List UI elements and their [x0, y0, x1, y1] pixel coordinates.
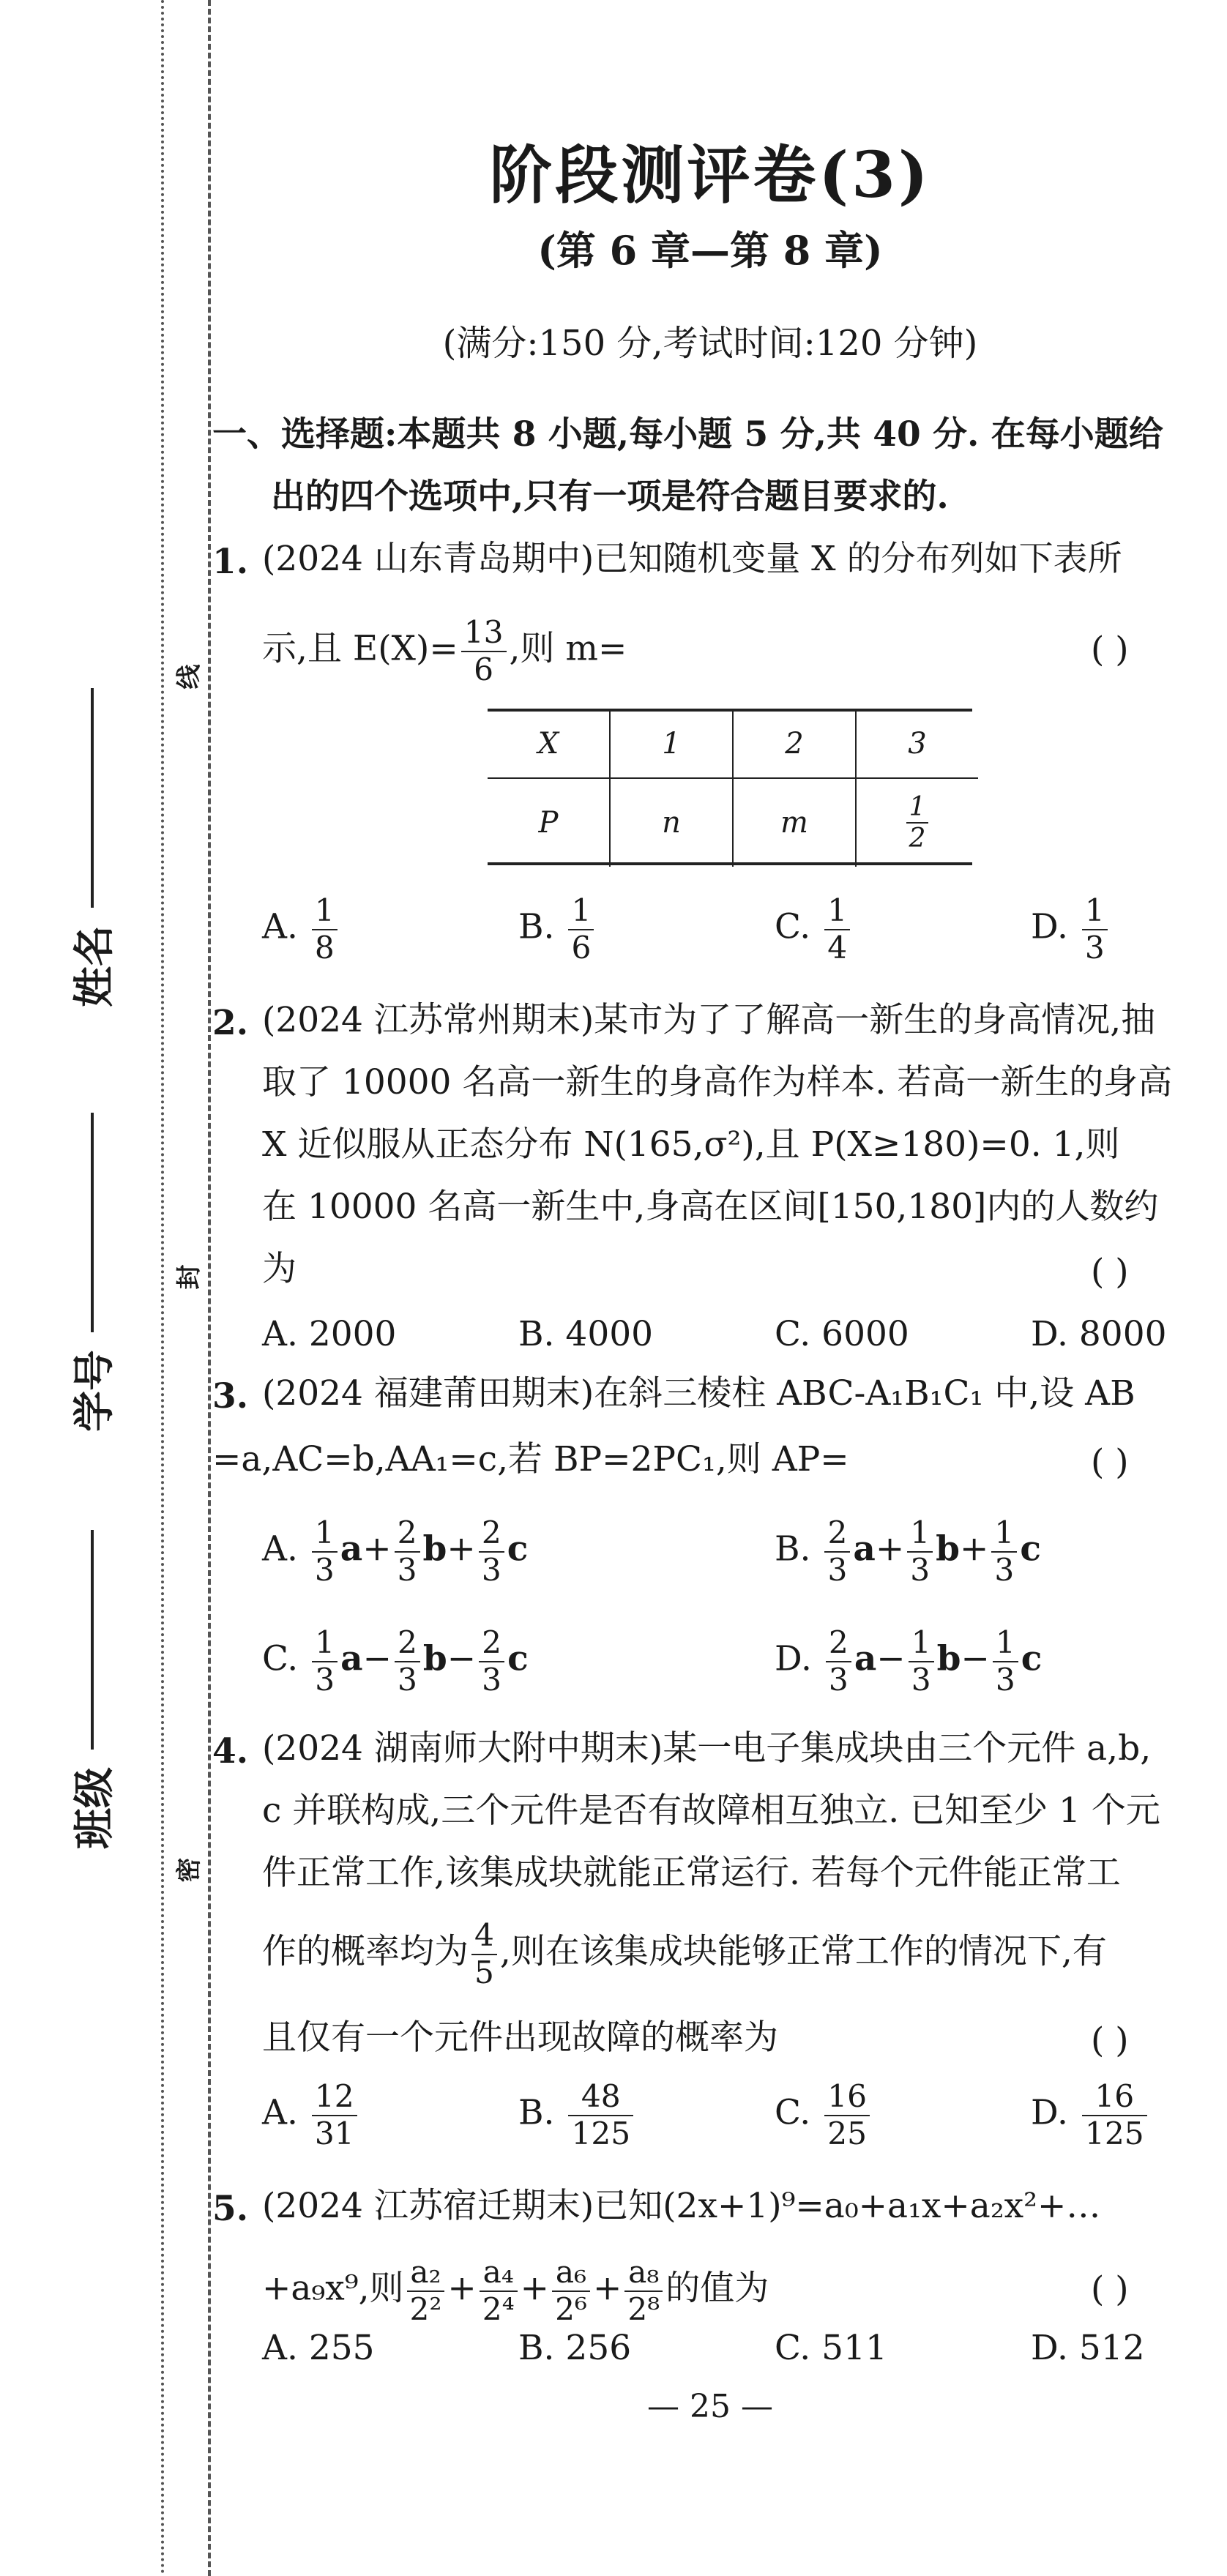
q2-line1: (2024 江苏常州期末)某市为了了解高一新生的身高情况,抽: [262, 1000, 1156, 1040]
q2-option-a: A. 2000: [262, 1314, 397, 1354]
section-heading-line2: 出的四个选项中,只有一项是符合题目要求的.: [271, 477, 949, 517]
q4-option-a: A. $\frac{12}{31}$: [262, 2079, 360, 2151]
table-bottom-rule: [488, 862, 972, 865]
q1-number: 1.: [212, 542, 249, 582]
q3-line1: (2024 福建莆田期末)在斜三棱柱 ABC-A₁B₁C₁ 中,设 AB: [262, 1373, 1135, 1414]
q5-answer-paren: ( ): [1091, 2269, 1129, 2310]
page-title: 阶段测评卷(3): [489, 138, 931, 212]
q5-line1: (2024 江苏宿迁期末)已知(2x+1)⁹=a₀+a₁x+a₂x²+…: [262, 2186, 1101, 2226]
q2-line2: 取了 10000 名高一新生的身高作为样本. 若高一新生的身高: [262, 1062, 1173, 1102]
exam-info: (满分:150 分,考试时间:120 分钟): [442, 323, 978, 364]
q3-line2: =a,AC=b,AA₁=c,若 BP=2PC₁,则 AP=: [212, 1439, 849, 1479]
q2-option-d: D. 8000: [1031, 1314, 1167, 1354]
q3-option-d: D. $\frac{2}{3}$ a− $\frac{1}{3}$ b− $\frac{1}{3}$ c: [775, 1624, 1043, 1698]
q2-option-b: B. 4000: [518, 1314, 654, 1354]
q4-option-d: D. $\frac{16}{125}$: [1031, 2079, 1150, 2151]
q2-option-c: C. 6000: [775, 1314, 909, 1354]
q5-option-c: C. 511: [775, 2328, 887, 2368]
binding-char-feng: 封: [174, 1264, 204, 1290]
q5-option-b: B. 256: [518, 2328, 632, 2368]
q1-option-c: C. $\frac{1}{4}$: [775, 893, 853, 966]
name-label: 姓名: [70, 925, 119, 1007]
section-heading-line1: 一、选择题:本题共 8 小题,每小题 5 分,共 40 分. 在每小题给: [212, 414, 1163, 455]
q2-line3: X 近似服从正态分布 N(165,σ²),且 P(X≥180)=0. 1,则: [262, 1124, 1120, 1165]
class-label: 班级: [70, 1767, 119, 1849]
table-header-2: 2: [733, 710, 856, 778]
q4-option-c: C. $\frac{16}{25}$: [775, 2079, 873, 2151]
q4-answer-paren: ( ): [1091, 2020, 1129, 2061]
q1-line2: 示,且 E(X)= $\frac{13}{6}$ ,则 m=: [262, 614, 627, 687]
table-header-3: 3: [856, 710, 978, 778]
q5-line2: +a₉x⁹,则 $\frac{\text{a₂}}{\text{2²}}$ + $\frac{\text{a₄}}{\text{2⁴}}$ + $\frac{\text{a₆}}{\text{2⁶}}$ + $\frac{\text{a₈}}{\text{2⁸}}$ 的值为: [262, 2254, 769, 2327]
q3-answer-paren: ( ): [1091, 1442, 1129, 1482]
table-cell-half: $\frac{1}{2}$: [856, 778, 978, 867]
q4-number: 4.: [212, 1731, 249, 1772]
binding-char-mi: 密: [174, 1857, 204, 1883]
q3-option-b: B. $\frac{2}{3}$ a+ $\frac{1}{3}$ b+ $\frac{1}{3}$ c: [775, 1515, 1041, 1588]
q1-option-b: B. $\frac{1}{6}$: [518, 893, 597, 966]
q3-option-a: A. $\frac{1}{3}$ a+ $\frac{2}{3}$ b+ $\frac{2}{3}$ c: [262, 1515, 529, 1588]
table-cell-p: P: [538, 806, 559, 840]
q1-option-a: A. $\frac{1}{8}$: [262, 893, 340, 966]
q5-option-a: A. 255: [262, 2328, 375, 2368]
q2-line5: 为: [262, 1249, 297, 1289]
q5-number: 5.: [212, 2189, 249, 2229]
q1-answer-paren: ( ): [1091, 630, 1129, 670]
q3-option-c: C. $\frac{1}{3}$ a− $\frac{2}{3}$ b− $\frac{2}{3}$ c: [262, 1624, 529, 1698]
q3-number: 3.: [212, 1376, 249, 1416]
q4-line3: 件正常工作,该集成块就能正常运行. 若每个元件能正常工: [262, 1853, 1121, 1893]
table-cell-n: n: [610, 778, 733, 867]
table-cell-m: m: [733, 778, 856, 867]
q1-line1: (2024 山东青岛期中)已知随机变量 X 的分布列如下表所: [262, 539, 1122, 579]
page-subtitle: (第 6 章—第 8 章): [537, 227, 883, 274]
q4-line2: c 并联构成,三个元件是否有故障相互独立. 已知至少 1 个元: [262, 1791, 1160, 1831]
distribution-table: [488, 710, 978, 867]
q2-line4: 在 10000 名高一新生中,身高在区间[150,180]内的人数约: [262, 1187, 1159, 1227]
q1-option-d: D. $\frac{1}{3}$: [1031, 893, 1111, 966]
page-number: — 25 —: [647, 2388, 773, 2425]
q4-option-b: B. $\frac{48}{125}$: [518, 2079, 636, 2151]
q2-answer-paren: ( ): [1091, 1252, 1129, 1292]
class-field-line: [91, 1530, 94, 1750]
q2-number: 2.: [212, 1003, 249, 1043]
student-id-field-line: [91, 1113, 94, 1332]
student-id-label: 学号: [70, 1350, 119, 1432]
table-header-1: 1: [610, 710, 733, 778]
q4-line1: (2024 湖南师大附中期末)某一电子集成块由三个元件 a,b,: [262, 1728, 1152, 1769]
table-header-x: X: [488, 710, 610, 778]
q4-line5: 且仅有一个元件出现故障的概率为: [262, 2017, 778, 2058]
q5-option-d: D. 512: [1031, 2328, 1145, 2368]
name-field-line: [91, 688, 94, 908]
q4-line4: 作的概率均为 $\frac{4}{5}$ ,则在该集成块能够正常工作的情况下,有: [262, 1917, 1107, 1990]
binding-char-xian: 线: [174, 664, 204, 690]
